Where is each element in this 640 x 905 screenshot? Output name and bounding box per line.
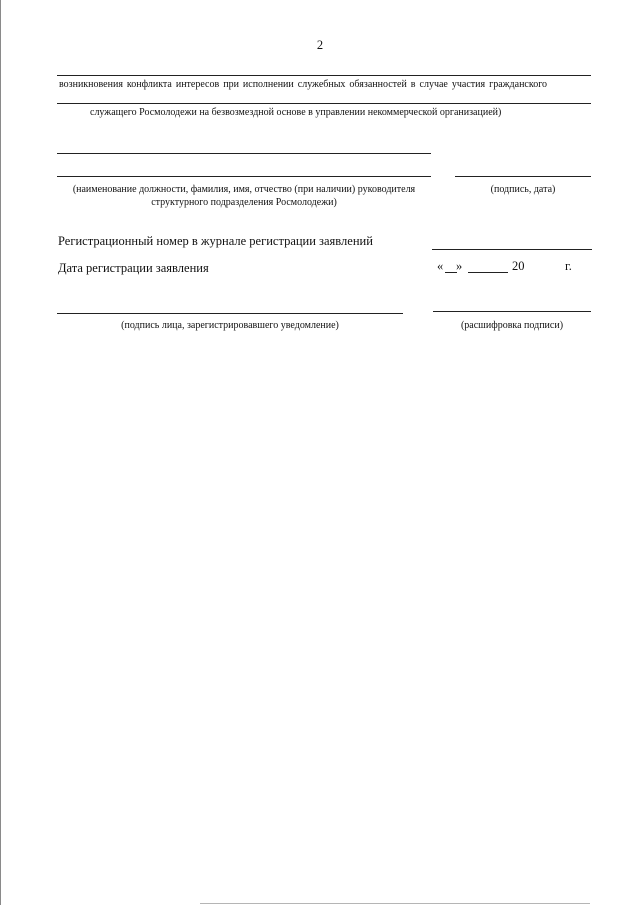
fill-line xyxy=(57,103,591,104)
registrar-signature-line xyxy=(57,313,403,314)
month-blank xyxy=(468,272,508,273)
head-signature-line xyxy=(455,176,591,177)
conflict-text-line1: возникновения конфликта интересов при исполнении служебных обязанностей в случае участия гражданского xyxy=(59,79,548,90)
scan-left-edge xyxy=(0,0,1,905)
date-year-prefix: 20 xyxy=(512,259,525,273)
fill-line xyxy=(57,153,431,154)
signature-date-caption: (подпись, дата) xyxy=(490,184,556,195)
registration-number-field xyxy=(432,249,592,250)
signature-decoding-line xyxy=(433,311,591,312)
head-caption-line2: структурного подразделения Росмолодежи) xyxy=(151,197,337,208)
registration-number-label: Регистрационный номер в журнале регистрации заявлений xyxy=(58,234,373,248)
head-name-line xyxy=(57,176,431,177)
date-year-suffix: г. xyxy=(565,259,572,273)
conflict-text-line2: служащего Росмолодежи на безвозмездной основе в управлении некоммерческой организацией) xyxy=(90,107,502,118)
scan-bottom-edge xyxy=(200,903,590,904)
registrar-caption: (подпись лица, зарегистрировавшего уведомление) xyxy=(121,320,339,331)
decoding-caption: (расшифровка подписи) xyxy=(460,320,564,331)
registration-date-label: Дата регистрации заявления xyxy=(58,261,209,275)
fill-line xyxy=(57,75,591,76)
head-caption-line1: (наименование должности, фамилия, имя, отчество (при наличии) руководителя xyxy=(72,184,416,195)
date-close-quote: » xyxy=(456,259,463,273)
page-number: 2 xyxy=(316,38,324,52)
date-open-quote: « xyxy=(437,259,444,273)
